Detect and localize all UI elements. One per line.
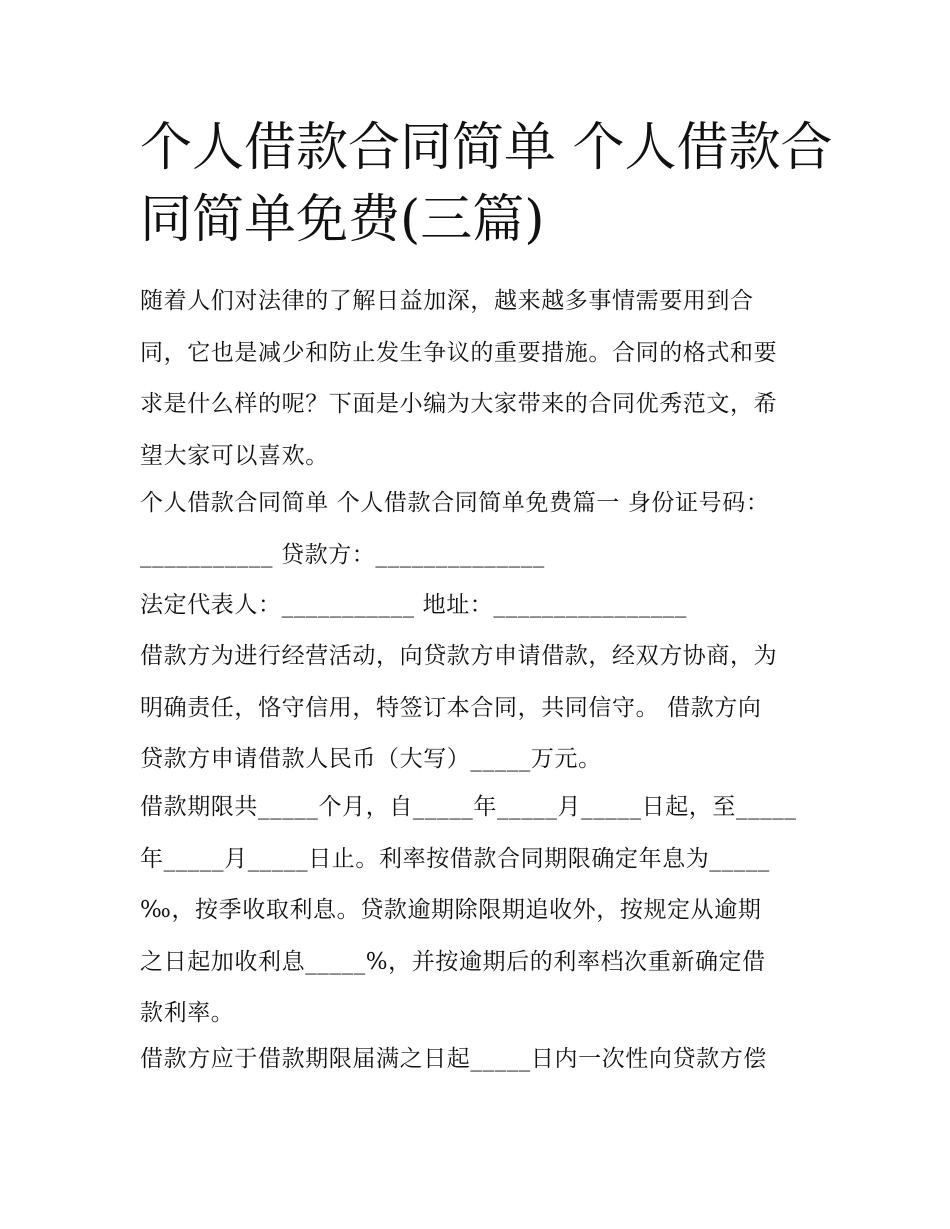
text-line: 明确责任，恪守信用，特签订本合同，共同信守。 借款方向 bbox=[140, 694, 762, 721]
text-line: 同，它也是减少和防止发生争议的重要措施。合同的格式和要 bbox=[140, 339, 778, 366]
title-line-2: 同简单免费(三篇) bbox=[140, 190, 545, 250]
title-line-1: 个人借款合同简单 个人借款合 bbox=[140, 118, 833, 178]
text-line: 个人借款合同简单 个人借款合同简单免费篇一 身份证号码： bbox=[140, 490, 770, 516]
text-line: 之日起加收利息_____%，并按逾期后的利率档次重新确定借 bbox=[140, 948, 766, 975]
section-heading-paragraph bbox=[140, 478, 820, 581]
document-title bbox=[140, 112, 833, 256]
text-line: 法定代表人：___________ 地址：________________ bbox=[140, 592, 688, 618]
loan-application-paragraph bbox=[140, 631, 820, 786]
text-line: 求是什么样的呢？下面是小编为大家带来的合同优秀范文，希 bbox=[140, 391, 778, 417]
intro-paragraph bbox=[140, 276, 820, 482]
text-line: 年_____月_____日止。利率按借款合同期限确定年息为_____ bbox=[140, 845, 770, 872]
representative-paragraph bbox=[140, 580, 820, 632]
text-line: 贷款方申请借款人民币（大写）_____万元。 bbox=[140, 746, 602, 772]
text-line: ___________ 贷款方：______________ bbox=[140, 541, 545, 568]
text-line: 款利率。 bbox=[140, 1000, 235, 1026]
text-line: ‰，按季收取利息。贷款逾期除限期追收外，按规定从逾期 bbox=[140, 897, 762, 923]
text-line: 借款方应于借款期限届满之日起_____日内一次性向贷款方偿 bbox=[140, 1046, 767, 1072]
text-line: 随着人们对法律的了解日益加深，越来越多事情需要用到合 bbox=[140, 288, 754, 314]
text-line: 望大家可以喜欢。 bbox=[140, 442, 329, 469]
text-line: 借款期限共_____个月，自_____年_____月_____日起，至_____ bbox=[140, 794, 797, 820]
text-line: 借款方为进行经营活动，向贷款方申请借款，经双方协商，为 bbox=[140, 643, 778, 669]
loan-term-paragraph bbox=[140, 782, 820, 1040]
repayment-paragraph bbox=[140, 1034, 820, 1086]
